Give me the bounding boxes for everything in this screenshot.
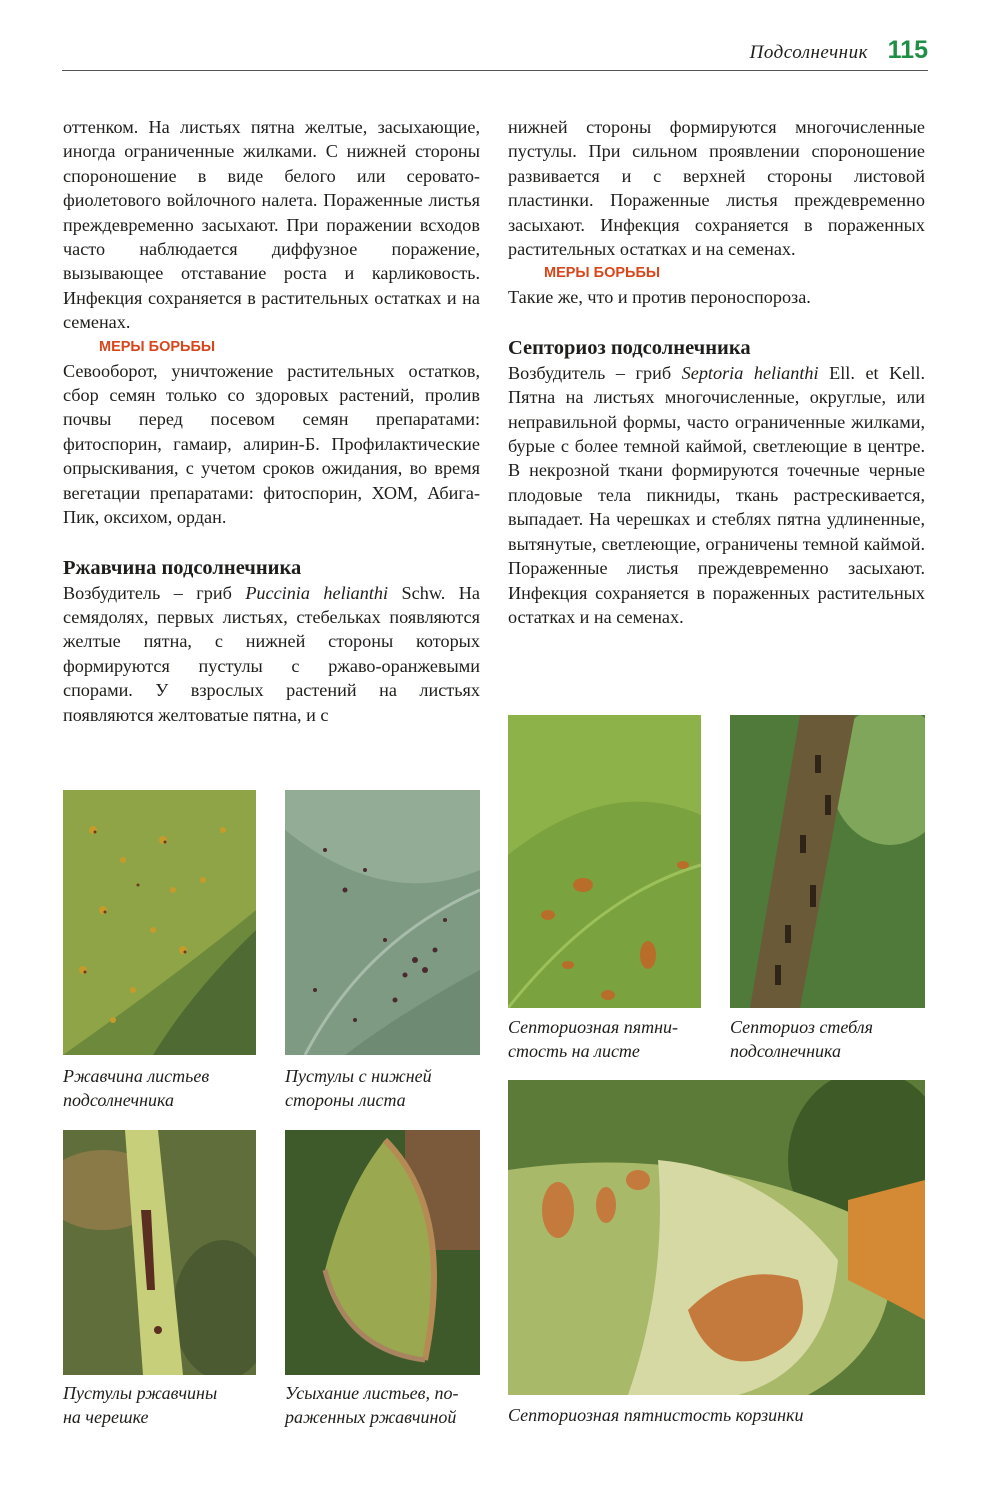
septoria-stem-caption: Септориоз стебля подсолнечника: [730, 1017, 873, 1061]
pustules-underside-photo: [285, 790, 480, 1055]
rust-leaf-photo: [63, 790, 256, 1055]
septoria-heading: Септориоз подсолнечника: [508, 336, 751, 359]
rust-pathogen-name: Puccinia helianthi: [245, 582, 389, 603]
downy-mildew-continuation: оттенком. На листьях пятна желтые, засыхающие, иногда ограниченные жилками. С нижней стороны спороношение в виде белого или серовато-фиолетового войлочного налета. Пораженные листья преждевременно засыхают. При поражении всходов часто наблюдается диффузное поражение, вызывающее отставание роста и карликовость. Инфекция сохраняется в растительных остатках и на семенах.: [63, 117, 480, 333]
dried-leaf-photo: [285, 1130, 480, 1375]
rust-petiole-caption: Пустулы ржавчины на черешке: [63, 1383, 218, 1427]
rust-leaf-caption: Ржавчина листьев подсолнечника: [63, 1066, 210, 1110]
septoria-leaf-caption: Септориозная пятни- стость на листе: [508, 1017, 678, 1061]
rust-petiole-photo: [63, 1130, 256, 1375]
control-measures-text: Севооборот, уничтожение растительных остатков, сбор семян только со здоровых растений, пролив почвы перед посевом семян препаратами: фитоспорин, гамаир, алирин-Б. Профилактические опрыскивания, с учетом сроков ожидания, во время вегетации препаратами: фитоспорин, ХОМ, Абига-Пик, оксихом, ордан.: [63, 360, 480, 528]
rust-description: Возбудитель – гриб Puccinia helianthi Schw. На семядолях, первых листьях, стебельках появляются желтые пятна, с нижней стороны которых формируются пустулы с ржаво-оранжевыми спорами. У взрослых растений на листьях появляются желтоватые пятна, и с: [63, 582, 480, 725]
septoria-description: Возбудитель – гриб Septoria helianthi Ell. et Kell. Пятна на листьях многочисленные, округлые, или неправильной формы, часто ограниченные жилками, бурые с более темной каймой, светлеющие в центре. В некрозной ткани формируются точечные черные плодовые тела пикниды, ткань растрескивается, выпадает. На черешках и стеблях пятна удлиненные, вытянутые, светлеющие, ограничены темной каймой. Пораженные листья преждевременно засыхают. Инфекция сохраняется в пораженных растительных остатках и на семенах.: [508, 362, 926, 627]
septoria-head-photo: [508, 1080, 925, 1395]
rust-heading: Ржавчина подсолнечника: [63, 556, 302, 579]
septoria-leaf-photo: [508, 715, 701, 1008]
control-measures-text-2: Такие же, что и против пероноспороза.: [508, 287, 811, 308]
dried-leaf-caption: Усыхание листьев, по- раженных ржавчиной: [285, 1383, 459, 1427]
rust-continuation: нижней стороны формируются многочисленные пустулы. При сильном проявлении спороношение развивается и с верхней стороны листовой пластинки. Пораженные листья преждевременно засыхают. Инфекция сохраняется в пораженных растительных остатках и на семенах.: [508, 117, 925, 260]
page-number: 115: [887, 36, 928, 64]
page-header: [62, 36, 928, 71]
septoria-stem-photo: [730, 715, 925, 1008]
septoria-head-caption: Септориозная пятнистость корзинки: [508, 1405, 804, 1425]
right-column: [508, 115, 925, 629]
section-title: Подсолнечник: [749, 42, 868, 63]
control-measures-label-2: МЕРЫ БОРЬБЫ: [544, 265, 661, 282]
control-measures-label: МЕРЫ БОРЬБЫ: [99, 338, 216, 355]
septoria-pathogen-name: Septoria helianthi: [681, 362, 819, 383]
pustules-underside-caption: Пустулы с нижней стороны листа: [285, 1066, 432, 1110]
left-column: [63, 115, 480, 727]
